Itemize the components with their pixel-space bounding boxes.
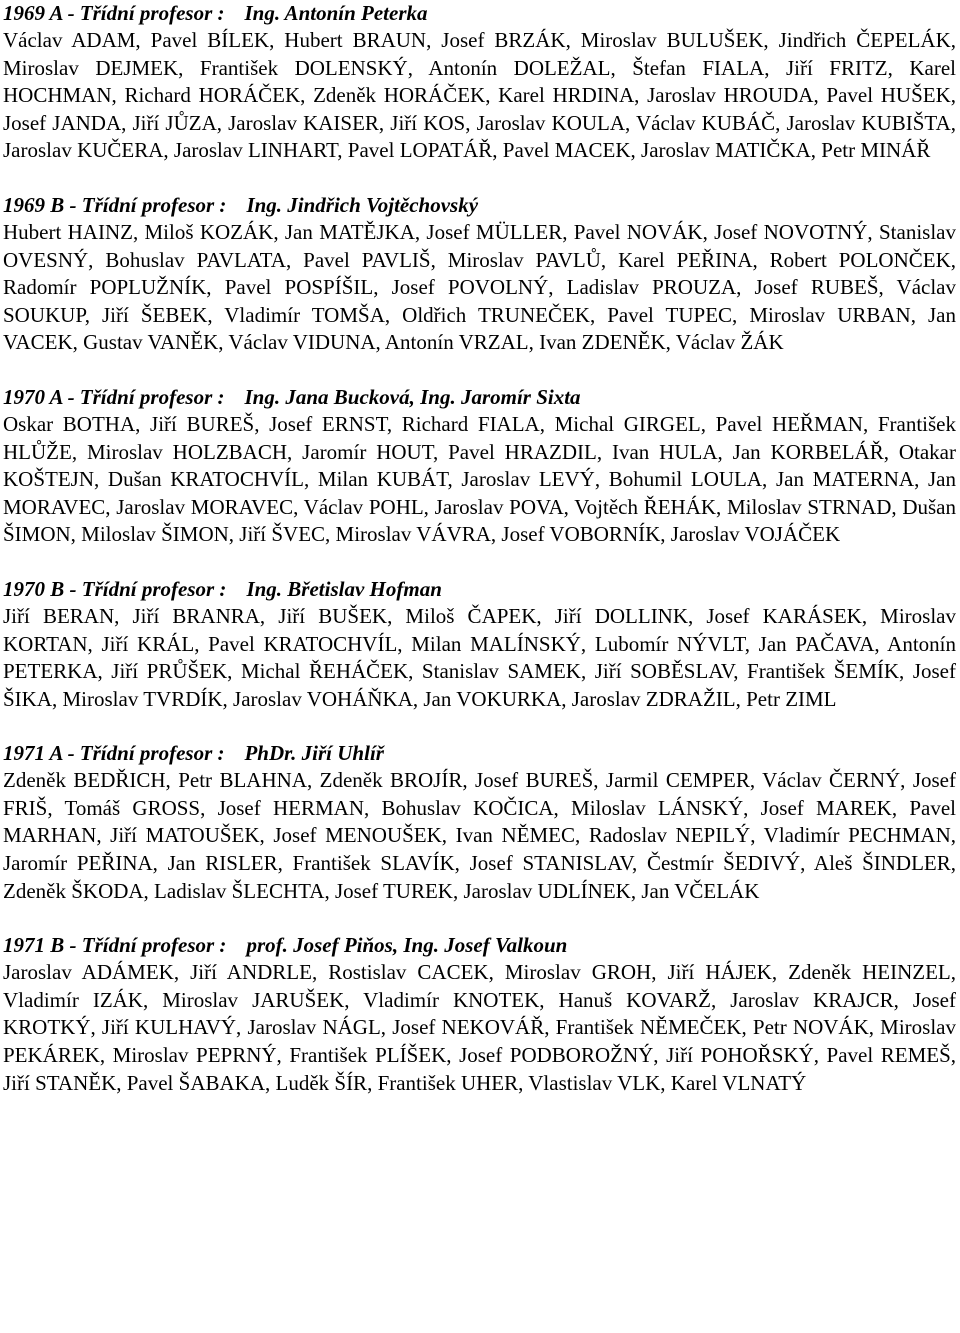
section-label: 1970 B - Třídní profesor : xyxy=(3,576,227,601)
student-list: Jiří BERAN, Jiří BRANRA, Jiří BUŠEK, Miloš ČAPEK, Jiří DOLLINK, Josef KARÁSEK, Miroslav KORTAN, Jiří KRÁL, Pavel KRATOCHVÍL, Milan MALÍNSKÝ, Lubomír NÝVLT, Jan PAČAVA, Antonín PETERKA, Jiří PRŮŠEK, Michal ŘEHÁČEK, Stanislav SAMEK, Jiří SOBĚSLAV, František ŠEMÍK, Josef ŠIKA, Miroslav TVRDÍK, Jaroslav VOHÁŇKA, Jan VOKURKA, Jaroslav ZDRAŽIL, Petr ZIML xyxy=(3,603,956,711)
class-teacher: Ing. Antonín Peterka xyxy=(244,1,428,25)
student-list: Zdeněk BEDŘICH, Petr BLAHNA, Zdeněk BROJÍR, Josef BUREŠ, Jarmil CEMPER, Václav ČERNÝ, Josef FRIŠ, Tomáš GROSS, Josef HERMAN, Bohuslav KOČICA, Miloslav LÁNSKÝ, Josef MAREK, Pavel MARHAN, Jiří MATOUŠEK, Josef MENOUŠEK, Ivan NĚMEC, Radoslav NEPILÝ, Vladimír PECHMAN, Jaromír PEŘINA, Jan RISLER, František SLAVÍK, Josef STANISLAV, Čestmír ŠEDIVÝ, Aleš ŠINDLER, Zdeněk ŠKODA, Ladislav ŠLECHTA, Josef TUREK, Jaroslav UDLÍNEK, Jan VČELÁK xyxy=(3,768,956,903)
class-section-1971a xyxy=(3,740,956,905)
class-teacher: Ing. Jana Bucková, Ing. Jaromír Sixta xyxy=(244,384,581,409)
section-heading xyxy=(3,932,956,959)
student-list: Jaroslav ADÁMEK, Jiří ANDRLE, Rostislav CACEK, Miroslav GROH, Jiří HÁJEK, Zdeněk HEINZEL, Vladimír IZÁK, Miroslav JARUŠEK, Vladimír KNOTEK, Hanuš KOVARŽ, Jaroslav KRAJCR, Josef KROTKÝ, Jiří KULHAVÝ, Jaroslav NÁGL, Josef NEKOVÁŘ, František NĚMEČEK, Petr NOVÁK, Miroslav PEKÁREK, Miroslav PEPRNÝ, František PLÍŠEK, Josef PODBOROŽNÝ, Jiří POHOŘSKÝ, Pavel REMEŠ, Jiří STANĚK, Pavel ŠABAKA, Luděk ŠÍR, František UHER, Vlastislav VLK, Karel VLNATÝ xyxy=(3,960,956,1095)
student-list: Václav ADAM, Pavel BÍLEK, Hubert BRAUN, Josef BRZÁK, Miroslav BULUŠEK, Jindřich ČEPELÁK, Miroslav DEJMEK, František DOLENSKÝ, Antonín DOLEŽAL, Štefan FIALA, Jiří FRITZ, Karel HOCHMAN, Richard HORÁČEK, Zdeněk HORÁČEK, Karel HRDINA, Jaroslav HROUDA, Pavel HUŠEK, Josef JANDA, Jiří JŮZA, Jaroslav KAISER, Jiří KOS, Jaroslav KOULA, Václav KUBÁČ, Jaroslav KUBIŠTA, Jaroslav KUČERA, Jaroslav LINHART, Pavel LOPATÁŘ, Pavel MACEK, Jaroslav MATIČKA, Petr MINÁŘ xyxy=(3,28,956,163)
class-section-1969a xyxy=(3,0,956,165)
class-teacher: PhDr. Jiří Uhlíř xyxy=(244,741,384,766)
class-teacher: prof. Josef Piňos, Ing. Josef Valkoun xyxy=(246,933,568,958)
section-label: 1971 B - Třídní profesor : xyxy=(3,933,227,958)
section-heading xyxy=(3,384,956,411)
section-label: 1971 A - Třídní profesor : xyxy=(3,741,225,766)
section-label: 1970 A - Třídní profesor : xyxy=(3,384,225,409)
class-section-1971b xyxy=(3,932,956,1097)
class-section-1970b xyxy=(3,576,956,713)
section-label: 1969 B - Třídní profesor : xyxy=(3,192,227,217)
class-teacher: Ing. Břetislav Hofman xyxy=(246,576,442,601)
student-list: Hubert HAINZ, Miloš KOZÁK, Jan MATĚJKA, Josef MÜLLER, Pavel NOVÁK, Josef NOVOTNÝ, Stanislav OVESNÝ, Bohuslav PAVLATA, Pavel PAVLIŠ, Miroslav PAVLŮ, Karel PEŘINA, Robert POLONČEK, Radomír POPLUŽNÍK, Pavel POSPÍŠIL, Josef POVOLNÝ, Ladislav PROUZA, Josef RUBEŠ, Václav SOUKUP, Jiří ŠEBEK, Vladimír TOMŠA, Oldřich TRUNEČEK, Pavel TUPEC, Miroslav URBAN, Jan VACEK, Gustav VANĚK, Václav VIDUNA, Antonín VRZAL, Ivan ZDENĚK, Václav ŽÁK xyxy=(3,219,956,355)
section-label: 1969 A - Třídní profesor : xyxy=(3,1,225,25)
section-heading xyxy=(3,192,956,219)
section-heading xyxy=(3,0,956,27)
student-list: Oskar BOTHA, Jiří BUREŠ, Josef ERNST, Richard FIALA, Michal GIRGEL, Pavel HEŘMAN, František HLŮŽE, Miroslav HOLZBACH, Jaromír HOUT, Pavel HRAZDIL, Ivan HULA, Jan KORBELÁŘ, Otakar KOŠTEJN, Dušan KRATOCHVÍL, Milan KUBÁT, Jaroslav LEVÝ, Bohumil LOULA, Jan MATERNA, Jan MORAVEC, Jaroslav MORAVEC, Václav POHL, Jaroslav POVA, Vojtěch ŘEHÁK, Miloslav STRNAD, Dušan ŠIMON, Miloslav ŠIMON, Jiří ŠVEC, Miroslav VÁVRA, Josef VOBORNÍK, Jaroslav VOJÁČEK xyxy=(3,411,956,547)
class-section-1970a xyxy=(3,384,956,549)
class-section-1969b xyxy=(3,192,956,357)
section-heading xyxy=(3,576,956,603)
section-heading xyxy=(3,740,956,767)
class-teacher: Ing. Jindřich Vojtěchovský xyxy=(246,192,479,217)
